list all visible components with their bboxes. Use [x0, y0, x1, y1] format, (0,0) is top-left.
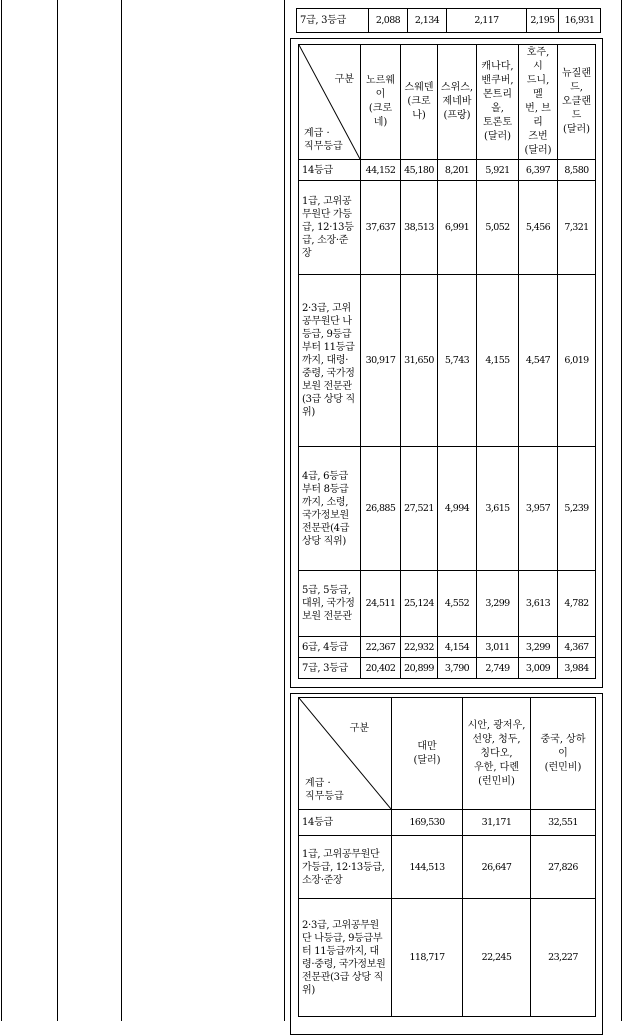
cell: 144,513: [392, 836, 463, 899]
row-label: 4급, 6등급부터 8등급까지, 소령, 국가정보원 전문관(4급 상당 직위): [299, 447, 361, 571]
cell: 3,984: [558, 658, 596, 679]
cell: 25,124: [401, 571, 438, 637]
corner-header-top: 구분: [334, 74, 354, 85]
column-rule: [57, 0, 58, 1021]
cell: 7,321: [558, 181, 596, 275]
column-header: 뉴질랜 드, 오클랜 드 (달러): [558, 45, 596, 160]
column-header: 스웨덴 (크로나): [401, 45, 438, 160]
cell: 6,397: [519, 160, 558, 181]
cell: 4,367: [558, 637, 596, 658]
row-label: 1급, 고위공무원단 가등급, 12·13등급, 소장·준장: [299, 181, 361, 275]
table-row: [299, 899, 596, 1017]
table-row: [299, 810, 596, 836]
row-label: 1급, 고위공무원단 가등급, 12·13등급, 소장·준장: [299, 836, 392, 899]
cell: 5,456: [519, 181, 558, 275]
cell: 169,530: [392, 810, 463, 836]
row-label: 7급, 3등급: [299, 658, 361, 679]
table-row: [299, 836, 596, 899]
column-header: 호주, 시 드니, 멜 번, 브리 즈번 (달러): [519, 45, 558, 160]
row-label: 2·3급, 고위공무원단 나등급, 9등급부터 11등급까지, 대령·중령, 국가정보원 전문관(3급 상당 직위): [299, 275, 361, 447]
salary-table-europe-oceania: [298, 44, 596, 679]
cell: 3,011: [477, 637, 519, 658]
corner-header: [299, 45, 361, 160]
corner-header: [299, 698, 392, 810]
column-header: 대만 (달러): [392, 698, 463, 810]
cell: 23,227: [531, 899, 596, 1017]
column-header: 노르웨이 (크로네): [361, 45, 401, 160]
cell: 22,245: [463, 899, 531, 1017]
cell: 4,547: [519, 275, 558, 447]
table-row: [299, 447, 596, 571]
cell: 5,921: [477, 160, 519, 181]
corner-header-bottom: 계급 · 직무등급: [304, 128, 343, 152]
cell: 2,195: [527, 9, 559, 33]
cell: 118,717: [392, 899, 463, 1017]
corner-header-top: 구분: [349, 723, 369, 734]
column-header: 캐나다, 밴쿠버, 몬트리 올, 토론토 (달러): [477, 45, 519, 160]
cell: 37,637: [361, 181, 401, 275]
cell: 27,521: [401, 447, 438, 571]
salary-table-asia: [298, 697, 596, 1017]
table-header-row: [299, 698, 596, 810]
row-label: 14등급: [299, 810, 392, 836]
table-row: [299, 637, 596, 658]
cell: 31,650: [401, 275, 438, 447]
column-rule: [1, 0, 2, 1021]
cell: 30,917: [361, 275, 401, 447]
cell: 5,052: [477, 181, 519, 275]
row-label: 7급, 3등급: [297, 9, 369, 33]
table-header-row: [299, 45, 596, 160]
row-label: 14등급: [299, 160, 361, 181]
cell: 6,991: [438, 181, 477, 275]
table-row: [299, 571, 596, 637]
cell: 3,790: [438, 658, 477, 679]
cell: 31,171: [463, 810, 531, 836]
table-row: [299, 181, 596, 275]
cell: 2,749: [477, 658, 519, 679]
cell: 3,299: [519, 637, 558, 658]
cell: 3,615: [477, 447, 519, 571]
cell: 26,885: [361, 447, 401, 571]
column-rule: [284, 0, 285, 1021]
cell: 45,180: [401, 160, 438, 181]
cell: 38,513: [401, 181, 438, 275]
column-header: 스위스, 제네바 (프랑): [438, 45, 477, 160]
cell: 27,826: [531, 836, 596, 899]
cell: 4,994: [438, 447, 477, 571]
column-header: 시안, 광저우, 선양, 청두, 칭다오, 우한, 다롄 (런민비): [463, 698, 531, 810]
table-row: [299, 658, 596, 679]
cell: 5,239: [558, 447, 596, 571]
cell: 4,154: [438, 637, 477, 658]
cell: 8,201: [438, 160, 477, 181]
row-label: 6급, 4등급: [299, 637, 361, 658]
cell: 5,743: [438, 275, 477, 447]
cell: 24,511: [361, 571, 401, 637]
cell: 22,367: [361, 637, 401, 658]
table-row: [299, 275, 596, 447]
cell: 3,299: [477, 571, 519, 637]
cell: 2,117: [447, 9, 527, 33]
cell: 22,932: [401, 637, 438, 658]
cell: 44,152: [361, 160, 401, 181]
cell: 4,155: [477, 275, 519, 447]
cell: 2,088: [369, 9, 408, 33]
corner-header-bottom: 계급 · 직무등급: [305, 778, 344, 802]
cell: 4,552: [438, 571, 477, 637]
cell: 26,647: [463, 836, 531, 899]
cell: 20,402: [361, 658, 401, 679]
table-continuation: [296, 8, 601, 33]
cell: 3,613: [519, 571, 558, 637]
cell: 20,899: [401, 658, 438, 679]
column-header: 중국, 상하 이 (런민비): [531, 698, 596, 810]
row-label: 2·3급, 고위공무원단 나등급, 9등급부터 11등급까지, 대령·중령, 국가정보원 전문관(3급 상당 직위): [299, 899, 392, 1017]
cell: 3,957: [519, 447, 558, 571]
cell: 6,019: [558, 275, 596, 447]
table-row: [297, 9, 601, 33]
cell: 32,551: [531, 810, 596, 836]
cell: 8,580: [558, 160, 596, 181]
cell: 3,009: [519, 658, 558, 679]
row-label: 5급, 5등급, 대위, 국가정보원 전문관: [299, 571, 361, 637]
cell: 2,134: [408, 9, 447, 33]
table-row: [299, 160, 596, 181]
column-rule: [121, 0, 122, 1021]
cell: 16,931: [559, 9, 601, 33]
cell: 4,782: [558, 571, 596, 637]
